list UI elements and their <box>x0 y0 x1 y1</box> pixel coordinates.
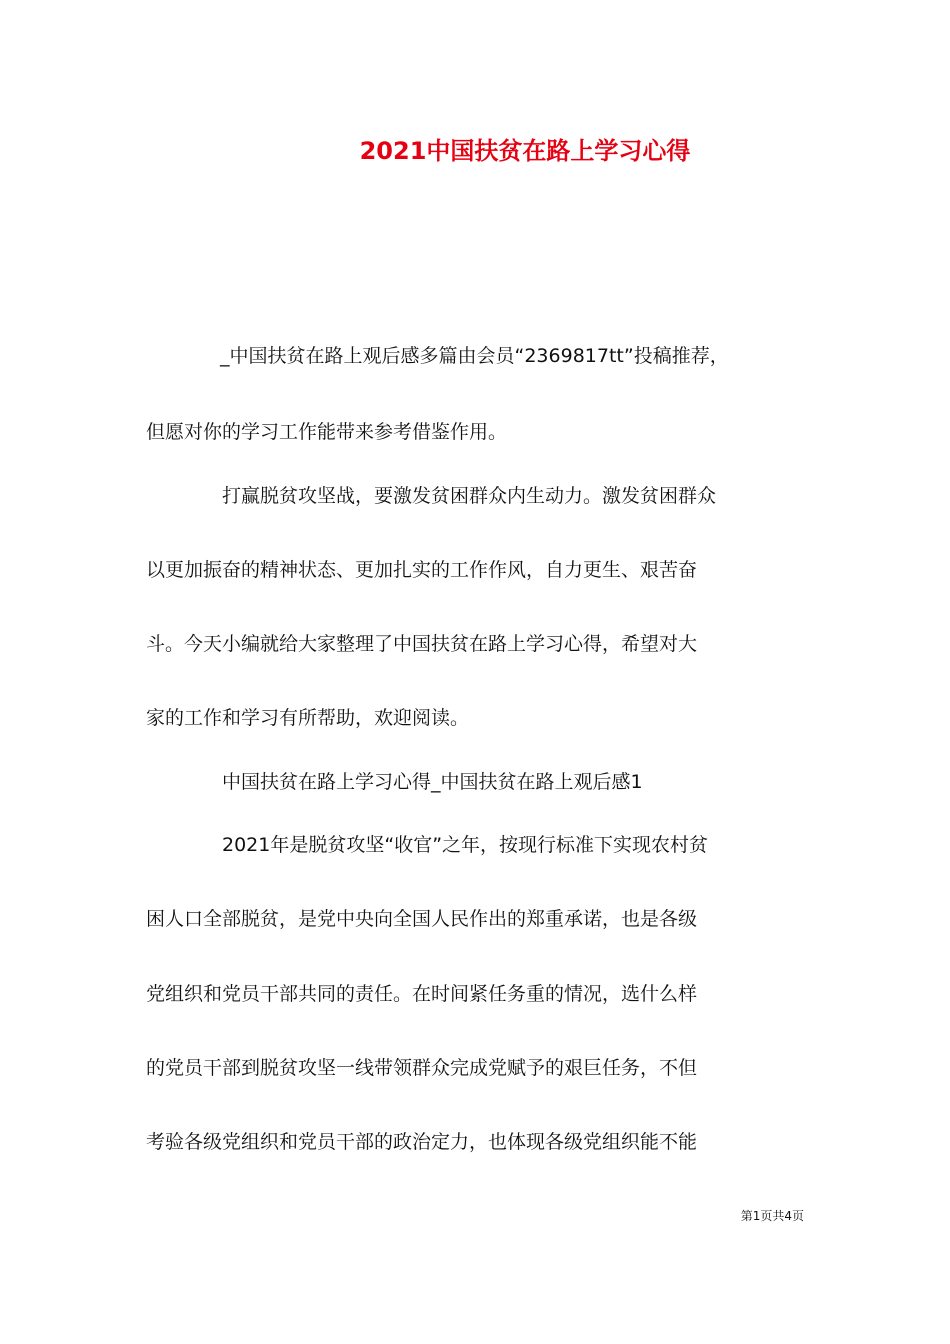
text-line-10: 的党员干部到脱贫攻坚一线带领群众完成党赋予的艰巨任务，不但 <box>146 1057 698 1079</box>
page-number-footer: 第1页共4页 <box>740 1209 804 1223</box>
section-heading: 中国扶贫在路上学习心得_中国扶贫在路上观后感1 <box>222 771 643 793</box>
document-title: 2021中国扶贫在路上学习心得 <box>359 137 691 165</box>
text-line-3: 打赢脱贫攻坚战，要激发贫困群众内生动力。激发贫困群众 <box>222 485 717 507</box>
text-line-8: 困人口全部脱贫，是党中央向全国人民作出的郑重承诺，也是各级 <box>146 908 698 930</box>
text-line-2: 但愿对你的学习工作能带来参考借鉴作用。 <box>146 421 508 443</box>
text-line-4: 以更加振奋的精神状态、更加扎实的工作作风，自力更生、艰苦奋 <box>146 559 698 581</box>
text-line-1: _中国扶贫在路上观后感多篇由会员“2369817tt”投稿推荐， <box>220 345 729 367</box>
text-line-5: 斗。今天小编就给大家整理了中国扶贫在路上学习心得，希望对大 <box>146 633 698 655</box>
text-line-11: 考验各级党组织和党员干部的政治定力，也体现各级党组织能不能 <box>146 1131 698 1153</box>
text-line-7: 2021年是脱贫攻坚“收官”之年，按现行标准下实现农村贫 <box>222 834 709 856</box>
text-line-6: 家的工作和学习有所帮助，欢迎阅读。 <box>146 707 470 729</box>
text-line-9: 党组织和党员干部共同的责任。在时间紧任务重的情况，选什么样 <box>146 983 698 1005</box>
